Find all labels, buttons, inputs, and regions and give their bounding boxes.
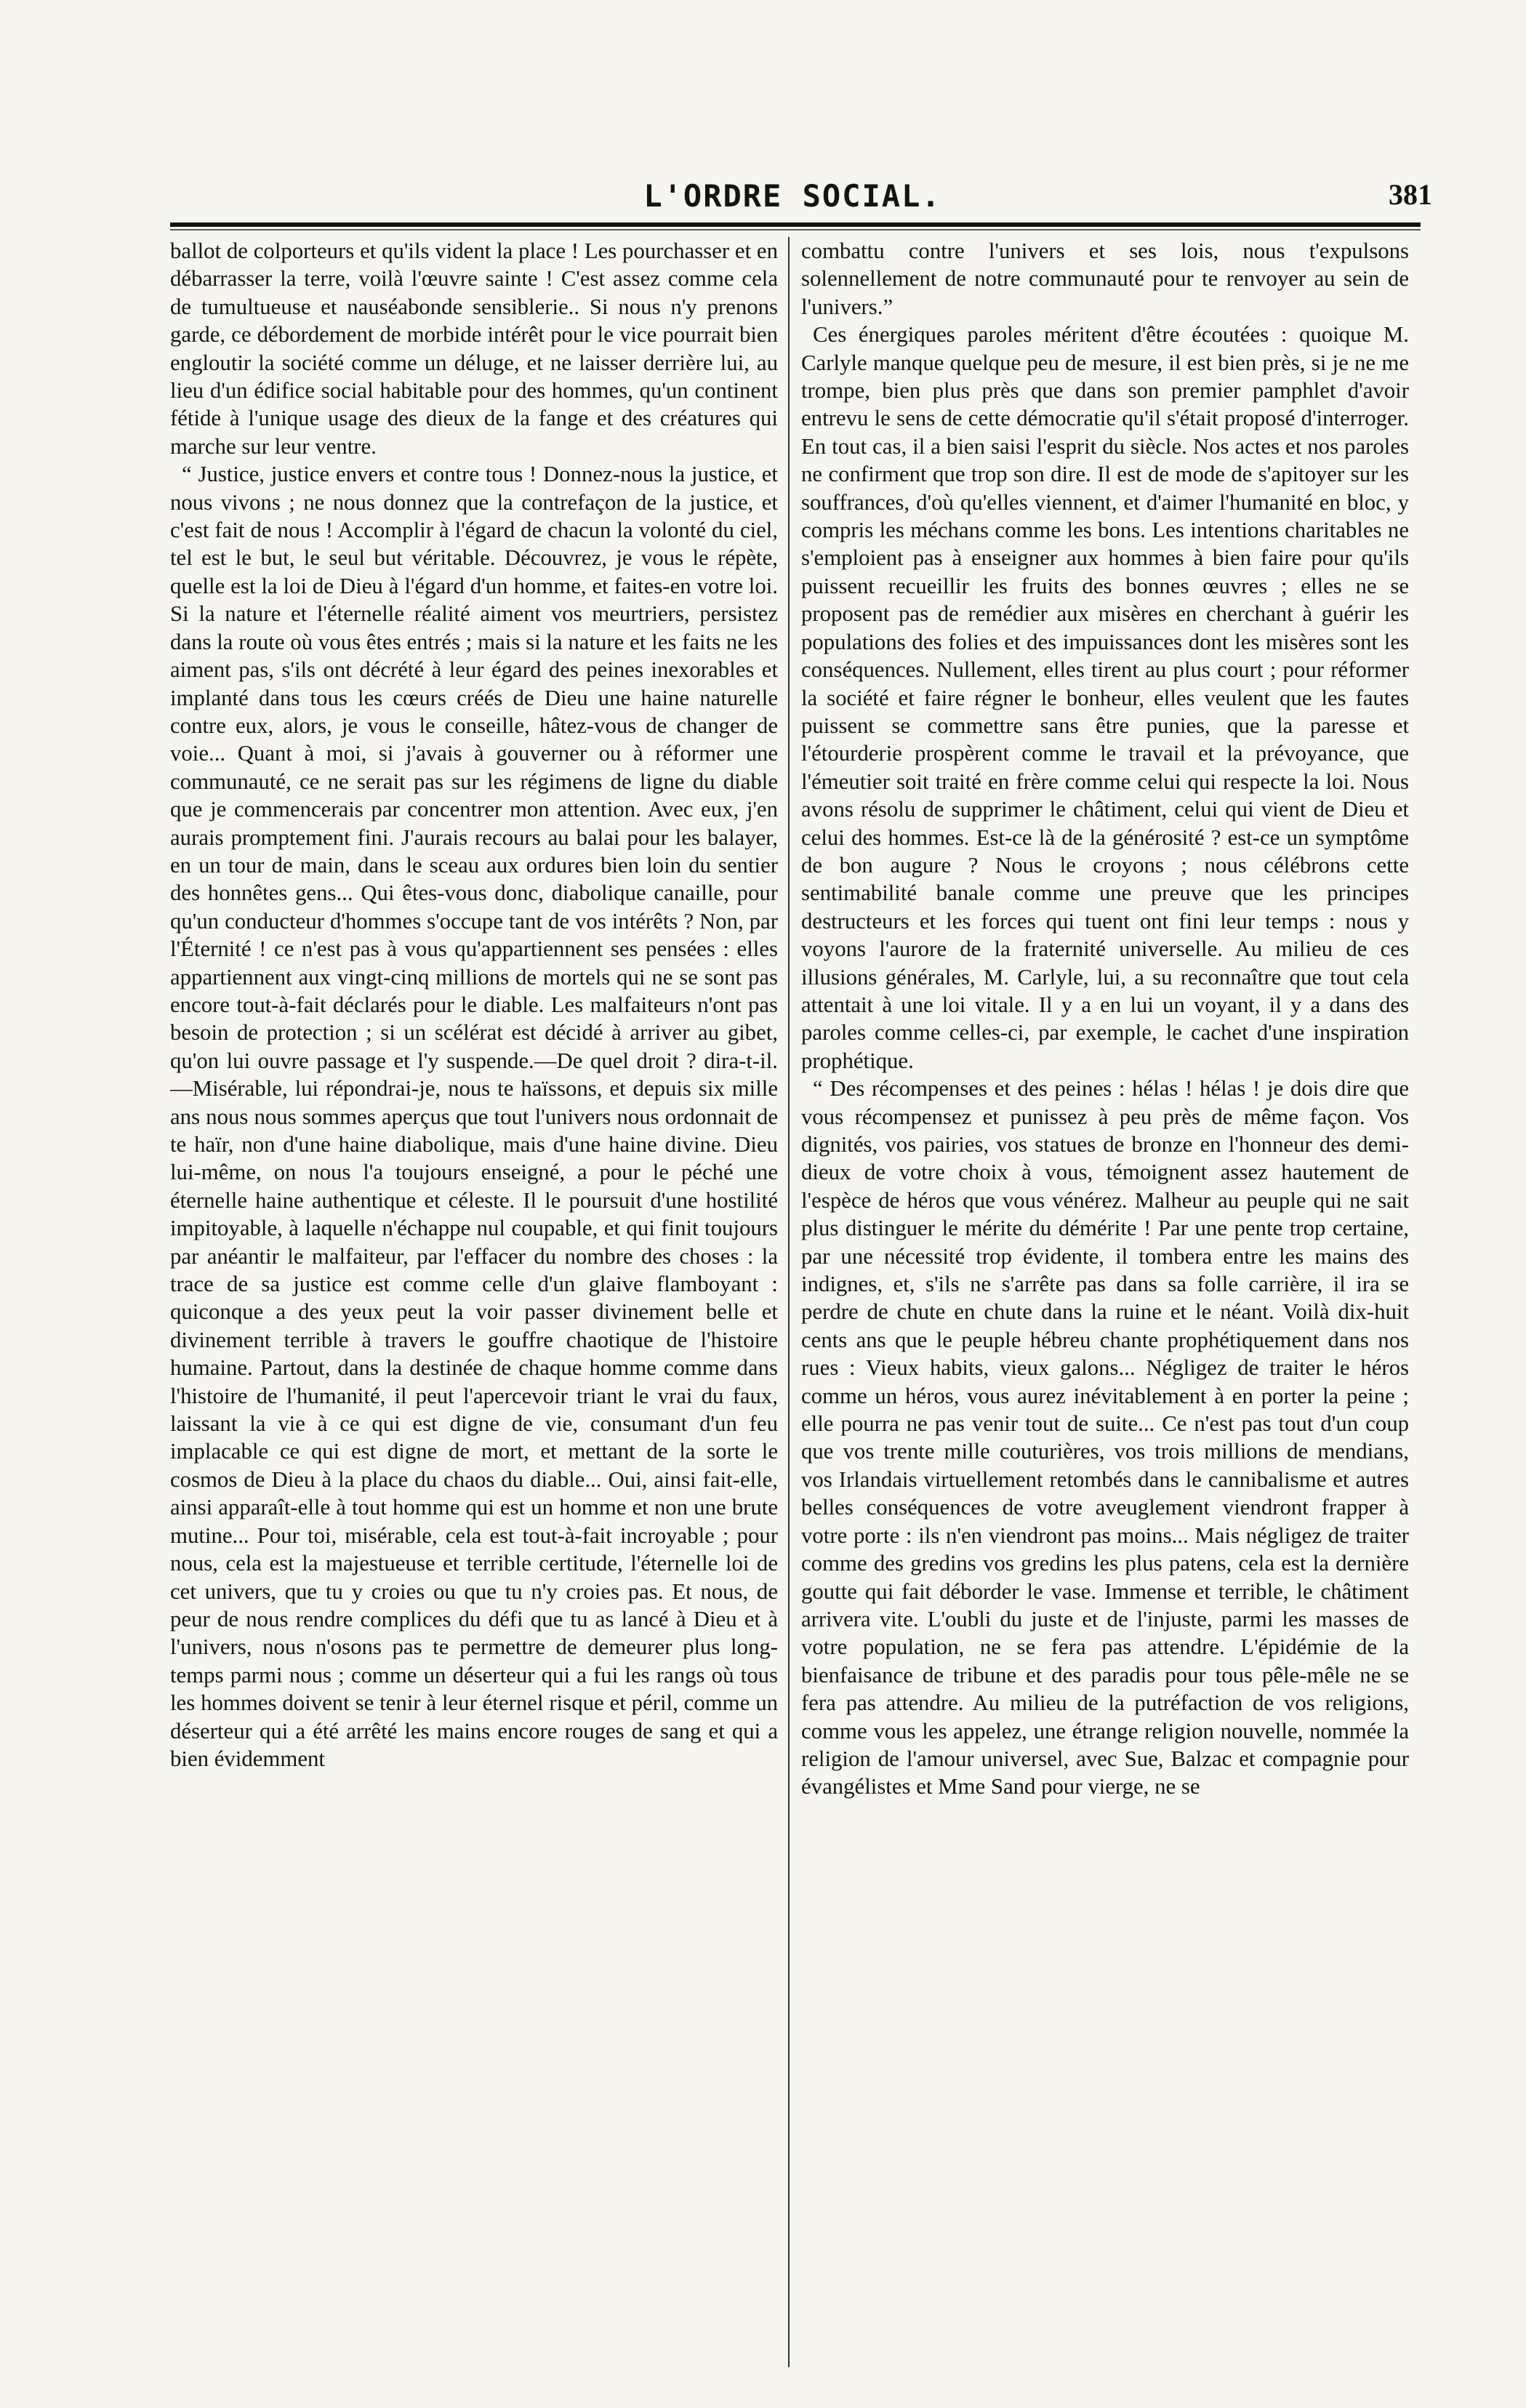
- left-paragraph-1: ballot de colporteurs et qu'ils vident la place ! Les pourchasser et en débarrasser la terre, voilà l'œuvre sainte ! C'est assez comme cela de tumultueuse et nauséabonde sensiblerie.. Si nous n'y prenons garde, ce débordement de morbide intérêt pour le vice pourrait bien engloutir la société comme un déluge, et ne laisser derrière lui, au lieu d'un édifice social habitable pour des hommes, qu'un continent fétide à l'unique usage des dieux de la fange et des créatures qui marche sur leur ventre.: [170, 238, 778, 459]
- right-paragraph-2: Ces énergiques paroles méritent d'être écoutées : quoique M. Carlyle manque quelque peu de mesure, il est bien près, si je ne me trompe, bien plus près que dans son premier pamphlet d'avoir entrevu le sens de cette démocratie qu'il s'était proposé d'interroger. En tout cas, il a bien saisi l'esprit du siècle. Nos actes et nos paroles ne confirment que trop son dire. Il est de mode de s'apitoyer sur les souffrances, d'où qu'elles viennent, et d'aimer l'humanité en bloc, y compris les méchans comme les bons. Les intentions charitables ne s'emploient pas à enseigner aux hommes à bien faire pour qu'ils puissent recueillir les fruits des bonnes œuvres ; elles ne se proposent pas de remédier aux misères en cherchant à guérir les populations des folies et des impuissances dont les misères sont les conséquences. Nullement, elles tirent au plus court ; pour réformer la société et faire régner le bonheur, elles veulent que les fautes puissent se commettre sans être punies, que la paresse et l'étourderie prospèrent comme le travail et la prévoyance, que l'émeutier soit traité en frère comme celui qui respecte la loi. Nous avons résolu de supprimer le châtiment, celui qui vient de Dieu et celui des hommes. Est-ce là de la générosité ? est-ce un symptôme de bon augure ? Nous le croyons ; nous célébrons cette sentimabilité banale comme une preuve que les principes destructeurs et les forces qui tuent ont fini leur temps : nous y voyons l'aurore de la fraternité universelle. Au milieu de ces illusions générales, M. Carlyle, lui, a su reconnaître que tout cela attentait à une loi vitale. Il y a en lui un voyant, il y a dans des paroles comme celles-ci, par exemple, le cachet d'une inspiration prophétique.: [801, 322, 1409, 1073]
- right-paragraph-1: combattu contre l'univers et ses lois, nous t'expulsons solennellement de notre communauté pour te renvoyer au sein de l'univers.”: [801, 238, 1409, 319]
- left-column: [170, 237, 778, 2367]
- running-title: L'ORDRE SOCIAL.: [643, 178, 941, 214]
- page-header: [153, 176, 1432, 217]
- header-rule-thin: [170, 229, 1421, 230]
- column-divider: [788, 237, 790, 2367]
- header-rule: [170, 222, 1421, 227]
- right-paragraph-3: “ Des récompenses et des peines : hélas ! hélas ! je dois dire que vous récompensez et punissez à peu près de même façon. Vos dignités, vos pairies, vos statues de bronze en l'honneur des demi-dieux de votre choix à vous, témoignent assez hautement de l'espèce de héros que vous vénérez. Malheur au peuple qui ne sait plus distinguer le mérite du démérite ! Par une pente trop certaine, par une nécessité trop évidente, il tombera entre les mains des indignes, et, s'ils ne s'arrête pas dans sa folle carrière, il ira se perdre de chute en chute dans la ruine et le néant. Voilà dix-huit cents ans que le peuple hébreu chante prophétiquement dans nos rues : Vieux habits, vieux galons... Négligez de traiter le héros comme un héros, vous aurez inévitablement à en porter la peine ; elle pourra ne pas venir tout de suite... Ce n'est pas tout d'un coup que vos trente mille couturières, vos trois millions de mendians, vos Irlandais virtuellement retombés dans le cannibalisme et autres belles conséquences de votre aveuglement viendront frapper à votre porte : ils n'en viendront pas moins... Mais négligez de traiter comme des gredins vos gredins les plus patens, cela est la dernière goutte qui fait déborder le vase. Immense et terrible, le châtiment arrivera vite. L'oubli du juste et de l'injuste, parmi les masses de votre population, ne se fera pas attendre. L'épidémie de la bienfaisance de tribune et des paradis pour tous pêle-mêle ne se fera pas attendre. Au milieu de la putréfaction de vos religions, comme vous les appelez, une étrange religion nouvelle, nommée la religion de l'amour universel, avec Sue, Balzac et compagnie pour évangélistes et Mme Sand pour vierge, ne se: [801, 1076, 1409, 1799]
- right-column: [801, 237, 1409, 2367]
- text-columns: [170, 237, 1421, 2367]
- page-number: 381: [1389, 178, 1432, 211]
- left-paragraph-2: “ Justice, justice envers et contre tous ! Donnez-nous la justice, et nous vivons ; ne nous donnez que la contrefaçon de la justice, et c'est fait de nous ! Accomplir à l'égard de chacun la volonté du ciel, tel est le but, le seul but véritable. Découvrez, je vous le répète, quelle est la loi de Dieu à l'égard d'un homme, et faites-en votre loi. Si la nature et l'éternelle réalité aiment vos meurtriers, persistez dans la route où vous êtes entrés ; mais si la nature et les faits ne les aiment pas, s'ils ont décrété à leur égard des peines inexorables et implanté dans tous les cœurs créés de Dieu une haine naturelle contre eux, alors, je vous le conseille, hâtez-vous de changer de voie... Quant à moi, si j'avais à gouverner ou à réformer une communauté, ce ne serait pas sur les régimens de ligne du diable que je commencerais par concentrer mon attention. Avec eux, j'en aurais promptement fini. J'aurais recours au balai pour les balayer, en un tour de main, dans le sceau aux ordures bien loin du sentier des honnêtes gens... Qui êtes-vous donc, diabolique canaille, pour qu'un conducteur d'hommes s'occupe tant de vos intérêts ? Non, par l'Éternité ! ce n'est pas à vous qu'appartiennent ses pensées : elles appartiennent aux vingt-cinq millions de mortels qui ne se sont pas encore tout-à-fait déclarés pour le diable. Les malfaiteurs n'ont pas besoin de protection ; si un scélérat est décidé à arriver au gibet, qu'on lui ouvre passage et l'y suspende.—De quel droit ? dira-t-il.—Misérable, lui répondrai-je, nous te haïssons, et depuis six mille ans nous nous sommes aperçus que tout l'univers nous ordonnait de te haïr, non d'une haine diabolique, mais d'une haine divine. Dieu lui-même, on nous l'a toujours enseigné, a pour le péché une éternelle haine authentique et céleste. Il le poursuit d'une hostilité impitoyable, à laquelle n'échappe nul coupable, et qui finit toujours par anéantir le malfaiteur, par l'effacer du nombre des choses : la trace de sa justice est comme celle d'un glaive flamboyant : quiconque a des yeux peut la voir passer divinement belle et divinement terrible à travers le gouffre chaotique de l'histoire humaine. Partout, dans la destinée de chaque homme comme dans l'histoire de l'humanité, il peut l'apercevoir triant le vrai du faux, laissant la vie à ce qui est digne de vie, consumant d'un feu implacable ce qui est digne de mort, et mettant de la sorte le cosmos de Dieu à la place du chaos du diable... Oui, ainsi fait-elle, ainsi apparaît-elle à tout homme qui est un homme et non une brute mutine... Pour toi, misérable, cela est tout-à-fait incroyable ; pour nous, cela est la majestueuse et terrible certitude, l'éternelle loi de cet univers, que tu y croies ou que tu n'y croies pas. Et nous, de peur de nous rendre complices du défi que tu as lancé à Dieu et à l'univers, nous n'osons pas te permettre de demeurer plus long-temps parmi nous ; comme un déserteur qui a fui les rangs où tous les hommes doivent se tenir à leur éternel risque et péril, comme un déserteur qui a été arrêté les mains encore rouges de sang et qui a bien évidemment: [170, 462, 778, 1771]
